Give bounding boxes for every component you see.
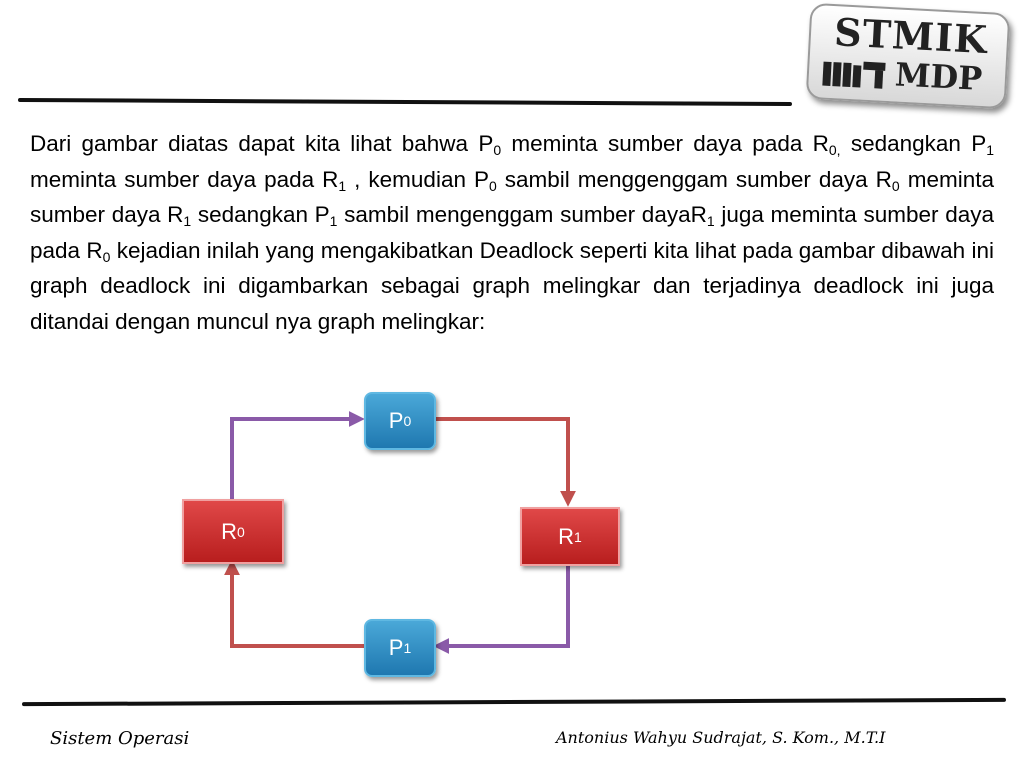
subscript: 0, bbox=[828, 142, 841, 158]
edge-p1-to-r0 bbox=[232, 564, 364, 646]
node-label: R bbox=[221, 518, 238, 544]
text-segment: meminta sumber daya pada R bbox=[30, 166, 339, 192]
subscript: 0 bbox=[488, 177, 497, 194]
node-subscript: 1 bbox=[403, 640, 412, 656]
subscript: 1 bbox=[329, 213, 338, 229]
node-subscript: 0 bbox=[237, 523, 245, 540]
subscript: 0 bbox=[891, 177, 900, 194]
node-subscript: 1 bbox=[574, 528, 582, 545]
text-segment: meminta sumber daya pada R bbox=[501, 131, 829, 156]
node-label: R bbox=[558, 523, 575, 549]
subscript: 1 bbox=[338, 177, 347, 194]
text-segment: sambil mengenggam sumber dayaR bbox=[337, 202, 707, 227]
text-segment: sedangkan P bbox=[191, 202, 330, 227]
text-segment: sambil menggenggam sumber daya R bbox=[496, 166, 892, 192]
edge-r0-to-p0 bbox=[232, 419, 360, 499]
subscript: 1 bbox=[706, 213, 715, 229]
subscript: 0 bbox=[493, 142, 502, 158]
node-r1 bbox=[520, 507, 620, 566]
node-p1 bbox=[364, 619, 436, 677]
logo-line2: MDP bbox=[894, 55, 984, 98]
edge-p0-to-r1 bbox=[436, 419, 568, 502]
node-r0 bbox=[182, 499, 284, 564]
logo-line1: STMIK bbox=[833, 9, 989, 63]
node-p0 bbox=[364, 392, 436, 450]
node-label: P bbox=[388, 408, 404, 433]
footer-author: Antonius Wahyu Sudrajat, S. Kom., M.T.I bbox=[556, 728, 886, 747]
text-segment: meminta sumber daya R bbox=[30, 166, 994, 227]
subscript: 1 bbox=[986, 142, 995, 158]
subscript: 0 bbox=[102, 248, 111, 265]
footer-course-title: Sistem Operasi bbox=[50, 728, 190, 749]
text-segment: sedangkan P bbox=[840, 131, 987, 156]
text-segment: juga meminta sumber daya pada R bbox=[30, 202, 994, 263]
node-label: P bbox=[388, 635, 404, 660]
text-segment: Dari gambar diatas dapat kita lihat bahwa P bbox=[30, 131, 494, 156]
text-segment: , kemudian P bbox=[346, 166, 489, 192]
text-segment: kejadian inilah yang mengakibatkan Deadlock seperti kita lihat pada gambar dibawah ini graph deadlock ini digambarkan sebagai graph melingkar dan terjadinya deadlock ini juga ditandai dengan muncul nya graph melingkar: bbox=[30, 237, 994, 334]
node-subscript: 0 bbox=[403, 413, 412, 429]
edge-r1-to-p1 bbox=[438, 562, 568, 646]
subscript: 1 bbox=[183, 213, 192, 229]
